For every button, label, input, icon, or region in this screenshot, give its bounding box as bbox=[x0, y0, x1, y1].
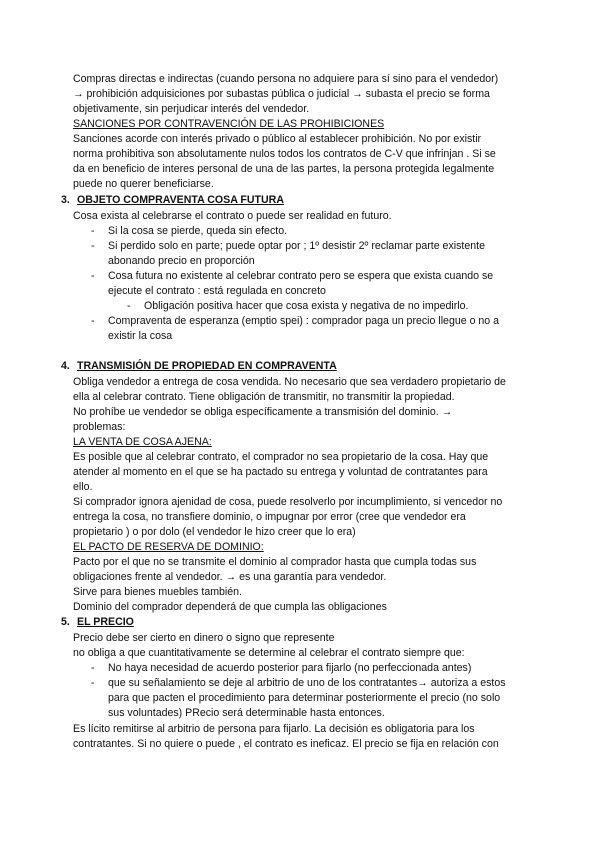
section-3-heading bbox=[61, 194, 284, 207]
sec5-para-line-3: Es lícito remitirse al arbitrio de persona para fijarlo. La decisión es obligatoria para los bbox=[73, 723, 475, 735]
sec5-bullet-1: No haya necesidad de acuerdo posterior para fijarlo (no perfeccionada antes) bbox=[108, 662, 472, 674]
bullet-dash: - bbox=[91, 240, 95, 252]
venta-cosa-ajena-heading: LA VENTA DE COSA AJENA: bbox=[73, 436, 212, 448]
section-3-intro: Cosa exista al celebrarse el contrato o puede ser realidad en futuro. bbox=[73, 210, 392, 222]
intro-line-2: → prohibición adquisiciones por subastas pública o judicial → subasta el precio se forma bbox=[73, 88, 490, 100]
ajena-line-4: Si comprador ignora ajenidad de cosa, puede resolverlo por incumplimiento, si vencedor no bbox=[73, 496, 503, 508]
bullet-dash: - bbox=[91, 315, 95, 327]
section-4-heading bbox=[61, 360, 337, 373]
pacto-reserva-heading: EL PACTO DE RESERVA DE DOMINIO: bbox=[73, 541, 264, 553]
sanciones-heading: SANCIONES POR CONTRAVENCIÓN DE LAS PROHIBICIONES bbox=[73, 118, 385, 130]
sec4-para-line-3: No prohíbe ue vendedor se obliga específicamente a transmisión del dominio. → bbox=[73, 406, 453, 418]
bullet-dash: - bbox=[91, 677, 95, 689]
sec3-bullet-4-line-2: existir la cosa bbox=[108, 330, 173, 342]
pacto-line-2: obligaciones frente al vendedor. → es una garantía para vendedor. bbox=[73, 571, 387, 583]
pacto-line-3: Sirve para bienes muebles también. bbox=[73, 586, 243, 598]
intro-line-1: Compras directas e indirectas (cuando persona no adquiere para sí sino para el vendedor) bbox=[73, 73, 499, 85]
sub-bullet-dash: - bbox=[127, 300, 131, 312]
sec5-bullet-2-line-2: para que pacten el procedimiento para determinar posteriormente el precio (no solo bbox=[108, 692, 501, 704]
section-5-heading bbox=[61, 616, 134, 629]
sec5-para-line-4: contratantes. Si no quiere o puede , el contrato es ineficaz. El precio se fija en relación con bbox=[73, 738, 499, 750]
section-3-number: 3. bbox=[61, 194, 70, 206]
sec5-para-line-2: no obliga a que cuantitativamente se determine al celebrar el contrato siempre que: bbox=[73, 647, 465, 659]
pacto-line-1: Pacto por el que no se transmite el dominio al comprador hasta que cumpla todas sus bbox=[73, 556, 477, 568]
intro-line-3: objetivamente, sin perjudicar interés del vendedor. bbox=[73, 103, 310, 115]
ajena-line-6: propietario ) o por dolo (el vendedor le hizo creer que lo era) bbox=[73, 526, 356, 538]
ajena-line-3: ello. bbox=[73, 481, 93, 493]
ajena-line-5: entrega la cosa, no transfiere dominio, o impugnar por error (cree que vendedor era bbox=[73, 511, 466, 523]
sec3-bullet-4-line-1: Compraventa de esperanza (emptio spei) : comprador paga un precio llegue o no a bbox=[108, 315, 500, 327]
bullet-dash: - bbox=[91, 662, 95, 674]
sec5-bullet-2-line-3: sus voluntades) PRecio será determinable hasta entonces. bbox=[108, 707, 385, 719]
sec3-bullet-3-line-1: Cosa futura no existente al celebrar contrato pero se espera que exista cuando se bbox=[108, 270, 494, 282]
section-5-title: EL PRECIO bbox=[77, 616, 134, 628]
sanciones-line-3: da en beneficio de interes personal de una de las partes, la persona protegida legalmente bbox=[73, 163, 495, 175]
sec5-para-line-1: Precio debe ser cierto en dinero o signo que represente bbox=[73, 632, 335, 644]
section-4-title: TRANSMISIÓN DE PROPIEDAD EN COMPRAVENTA bbox=[77, 360, 337, 372]
sec3-bullet-2-line-2: abonando precio en proporción bbox=[108, 255, 255, 267]
sec4-para-line-2: ella al celebrar contrato. Tiene obligación de transmitir, no transmitir la propiedad. bbox=[73, 391, 455, 403]
sec3-bullet-1: Si la cosa se pierde, queda sin efecto. bbox=[108, 225, 288, 237]
bullet-dash: - bbox=[91, 225, 95, 237]
sec3-bullet-3-line-2: ejecute el contrato : está regulada en concreto bbox=[108, 285, 326, 297]
sec4-para-line-1: Obliga vendedor a entrega de cosa vendida. No necesario que sea verdadero propietario de bbox=[73, 376, 506, 388]
sec4-para-line-4: problemas: bbox=[73, 421, 126, 433]
sec3-bullet-2-line-1: Si perdido solo en parte; puede optar por ; 1º desistir 2º reclamar parte existente bbox=[108, 240, 485, 252]
ajena-line-2: atender al momento en el que se ha pactado su entrega y voluntad de contratantes para bbox=[73, 466, 488, 478]
sanciones-line-1: Sanciones acorde con interés privado o público al establecer prohibición. No por existir bbox=[73, 133, 482, 145]
sanciones-line-4: puede no querer beneficiarse. bbox=[73, 178, 214, 190]
sec3-sub-bullet: Obligación positiva hacer que cosa exista y negativa de no impedirlo. bbox=[144, 300, 469, 312]
section-5-number: 5. bbox=[61, 616, 70, 628]
section-4-number: 4. bbox=[61, 360, 70, 372]
ajena-line-1: Es posible que al celebrar contrato, el comprador no sea propietario de la cosa. Hay que bbox=[73, 451, 489, 463]
sec5-bullet-2-line-1: que su señalamiento se deje al arbitrio de uno de los contratantes→ autoriza a estos bbox=[108, 677, 506, 689]
sanciones-line-2: norma prohibitiva son absolutamente nulos todos los contratos de C-V que infrinjan . Si se bbox=[73, 148, 496, 160]
section-3-title: OBJETO COMPRAVENTA COSA FUTURA bbox=[77, 194, 284, 206]
bullet-dash: - bbox=[91, 270, 95, 282]
pacto-line-4: Dominio del comprador dependerá de que cumpla las obligaciones bbox=[73, 601, 387, 613]
